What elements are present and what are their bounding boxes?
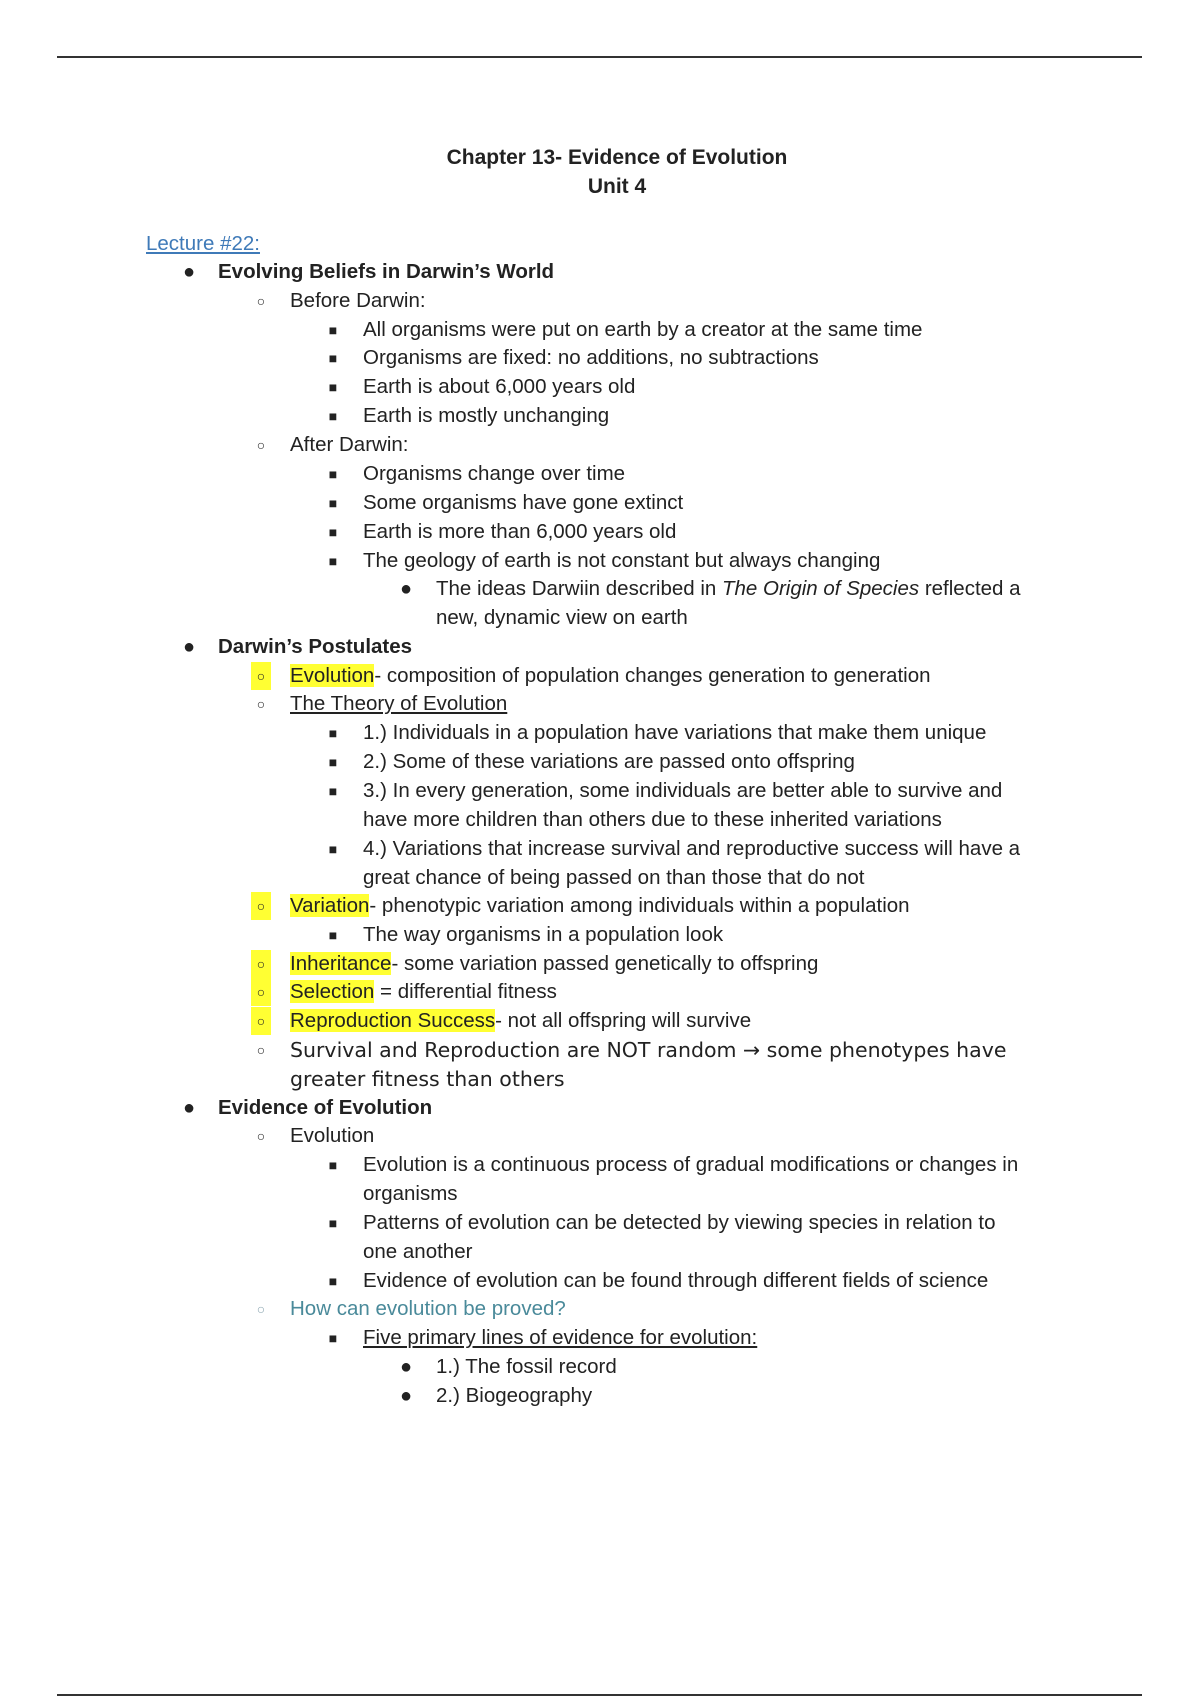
list-item: 3.) In every generation, some individuals are better able to survive and <box>363 779 1003 802</box>
list-item: 2.) Biogeography <box>436 1384 593 1407</box>
origin-text-pre: The ideas Darwiin described in <box>436 577 722 600</box>
origin-text-post: reflected a <box>919 577 1021 600</box>
list-item: Organisms change over time <box>363 462 626 485</box>
circle-bullet-icon: ○ <box>256 1042 266 1058</box>
list-item: 1.) The fossil record <box>436 1355 617 1378</box>
reproduction-success-def: - not all offspring will survive <box>495 1009 752 1032</box>
evolution-term: Evolution <box>290 664 375 687</box>
document-subtitle: Unit 4 <box>587 175 647 198</box>
list-item: The way organisms in a population look <box>363 923 724 946</box>
circle-bullet-icon: ○ <box>251 978 271 1006</box>
before-darwin-label: Before Darwin: <box>290 289 426 312</box>
small-disc-bullet-icon: ● <box>399 1356 413 1378</box>
list-item: Earth is about 6,000 years old <box>363 375 636 398</box>
disc-bullet-icon: ● <box>182 1097 196 1119</box>
circle-bullet-icon: ○ <box>256 437 266 453</box>
origin-book-title: The Origin of Species <box>722 577 920 600</box>
list-item: Evidence of evolution can be found through different fields of science <box>363 1269 989 1292</box>
list-item: 2.) Some of these variations are passed onto offspring <box>363 750 855 773</box>
reproduction-success-definition <box>290 1007 751 1035</box>
circle-bullet-icon: ○ <box>251 662 271 690</box>
square-bullet-icon: ■ <box>328 783 338 799</box>
list-item: 1.) Individuals in a population have variations that make them unique <box>363 721 987 744</box>
square-bullet-icon: ■ <box>328 408 338 424</box>
lecture-link[interactable]: Lecture #22: <box>146 232 260 255</box>
square-bullet-icon: ■ <box>328 466 338 482</box>
list-item: 4.) Variations that increase survival and reproductive success will have a <box>363 837 1021 860</box>
variation-definition <box>290 892 910 920</box>
selection-def: = differential fitness <box>374 980 557 1003</box>
small-disc-bullet-icon: ● <box>399 1385 413 1407</box>
survival-line: Survival and Reproduction are NOT random → some phenotypes have <box>290 1038 1007 1062</box>
evolution-subheading: Evolution <box>290 1124 375 1147</box>
list-item-continuation: one another <box>363 1240 473 1263</box>
inheritance-term: Inheritance <box>290 952 392 975</box>
square-bullet-icon: ■ <box>328 927 338 943</box>
square-bullet-icon: ■ <box>328 322 338 338</box>
circle-bullet-icon: ○ <box>251 950 271 978</box>
square-bullet-icon: ■ <box>328 754 338 770</box>
square-bullet-icon: ■ <box>328 379 338 395</box>
document-title-block <box>0 143 1200 201</box>
list-item: All organisms were put on earth by a creator at the same time <box>363 318 923 341</box>
theory-of-evolution-heading: The Theory of Evolution <box>290 692 508 715</box>
square-bullet-icon: ■ <box>328 524 338 540</box>
small-disc-bullet-icon: ● <box>399 578 413 600</box>
selection-definition <box>290 978 557 1006</box>
circle-bullet-icon: ○ <box>251 1007 271 1035</box>
square-bullet-icon: ■ <box>328 841 338 857</box>
reproduction-success-term: Reproduction Success <box>290 1009 496 1032</box>
list-item-continuation: organisms <box>363 1182 458 1205</box>
square-bullet-icon: ■ <box>328 553 338 569</box>
circle-bullet-icon: ○ <box>256 293 266 309</box>
circle-bullet-icon: ○ <box>256 1301 266 1317</box>
square-bullet-icon: ■ <box>328 1273 338 1289</box>
square-bullet-icon: ■ <box>328 725 338 741</box>
origin-of-species-line-2: new, dynamic view on earth <box>436 606 688 629</box>
list-item: Earth is more than 6,000 years old <box>363 520 677 543</box>
square-bullet-icon: ■ <box>328 1330 338 1346</box>
list-item: Earth is mostly unchanging <box>363 404 610 427</box>
inheritance-def: - some variation passed genetically to offspring <box>391 952 819 975</box>
circle-bullet-icon: ○ <box>256 696 266 712</box>
list-item: Evolution is a continuous process of gradual modifications or changes in <box>363 1153 1019 1176</box>
section-heading-postulates: Darwin’s Postulates <box>218 635 413 658</box>
variation-term: Variation <box>290 894 370 917</box>
bottom-rule <box>57 1694 1142 1696</box>
section-heading-evidence: Evidence of Evolution <box>218 1096 433 1119</box>
list-item: The geology of earth is not constant but always changing <box>363 549 881 572</box>
inheritance-definition <box>290 950 818 978</box>
disc-bullet-icon: ● <box>182 261 196 283</box>
document-title: Chapter 13- Evidence of Evolution <box>446 146 788 169</box>
five-lines-heading: Five primary lines of evidence for evolution: <box>363 1326 758 1349</box>
top-rule <box>57 56 1142 58</box>
survival-line-2: greater fitness than others <box>290 1067 565 1091</box>
list-item-continuation: have more children than others due to these inherited variations <box>363 808 942 831</box>
list-item: Organisms are fixed: no additions, no subtractions <box>363 346 819 369</box>
list-item: Some organisms have gone extinct <box>363 491 684 514</box>
origin-of-species-line <box>436 575 1021 603</box>
section-heading-beliefs: Evolving Beliefs in Darwin’s World <box>218 260 555 283</box>
square-bullet-icon: ■ <box>328 350 338 366</box>
proof-question: How can evolution be proved? <box>290 1297 566 1320</box>
square-bullet-icon: ■ <box>328 1215 338 1231</box>
list-item-continuation: great chance of being passed on than those that do not <box>363 866 865 889</box>
variation-def: - phenotypic variation among individuals within a population <box>369 894 910 917</box>
list-item: Patterns of evolution can be detected by viewing species in relation to <box>363 1211 996 1234</box>
after-darwin-label: After Darwin: <box>290 433 409 456</box>
square-bullet-icon: ■ <box>328 495 338 511</box>
selection-term: Selection <box>290 980 375 1003</box>
square-bullet-icon: ■ <box>328 1157 338 1173</box>
evolution-def: - composition of population changes generation to generation <box>374 664 931 687</box>
circle-bullet-icon: ○ <box>256 1128 266 1144</box>
disc-bullet-icon: ● <box>182 636 196 658</box>
evolution-definition <box>290 662 931 690</box>
circle-bullet-icon: ○ <box>251 892 271 920</box>
